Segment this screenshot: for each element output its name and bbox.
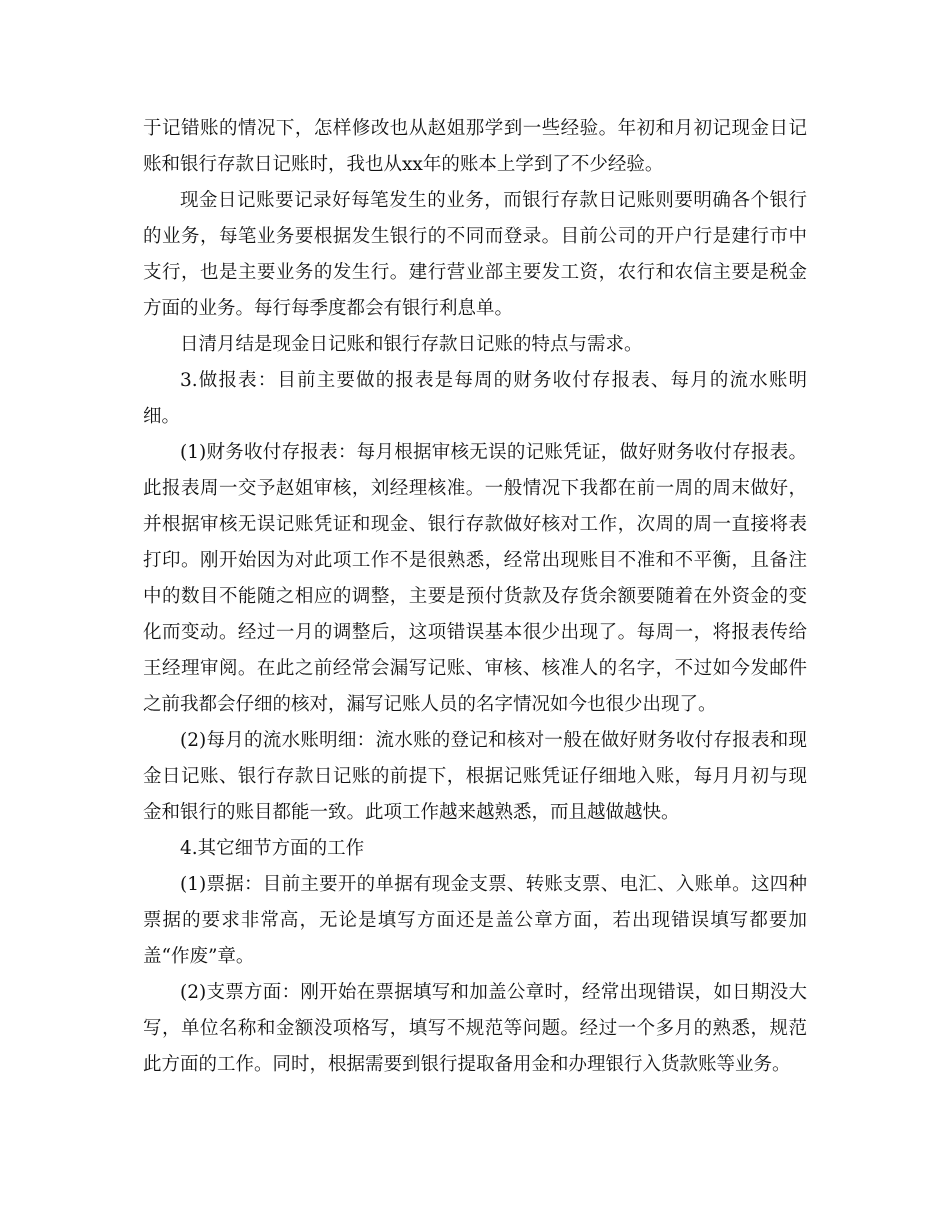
- paragraph-continuation: 于记错账的情况下，怎样修改也从赵姐那学到一些经验。年初和月初记现金日记账和银行存款日记账时，我也从xx年的账本上学到了不少经验。: [143, 118, 807, 175]
- paragraph-monthly-ledger: (2)每月的流水账明细：流水账的登记和核对一般在做好财务收付存报表和现金日记账、银行存款日记账的前提下，根据记账凭证仔细地入账，每月月初与现金和银行的账目都能一致。此项工作越来越熟悉，而且越做越快。: [143, 730, 807, 823]
- paragraph-weekly-report: (1)财务收付存报表：每月根据审核无误的记账凭证，做好财务收付存报表。此报表周一交予赵姐审核，刘经理核准。一般情况下我都在前一周的周末做好，并根据审核无误记账凭证和现金、银行存款做好核对工作，次周的周一直接将表打印。刚开始因为对此项工作不是很熟悉，经常出现账目不准和不平衡，且备注中的数目不能随之相应的调整，主要是预付货款及存货余额要随着在外资金的变化而变动。经过一月的调整后，这项错误基本很少出现了。每周一，将报表传给王经理审阅。在此之前经常会漏写记账、审核、核准人的名字，不过如今发邮件之前我都会仔细的核对，漏写记账人员的名字情况如今也很少出现了。: [143, 442, 807, 715]
- paragraph-cheques: (2)支票方面：刚开始在票据填写和加盖公章时，经常出现错误，如日期没大写，单位名称和金额没项格写，填写不规范等问题。经过一个多月的熟悉，规范此方面的工作。同时，根据需要到银行提取备用金和办理银行入货款账等业务。: [143, 982, 807, 1075]
- paragraph-daily-settlement: 日清月结是现金日记账和银行存款日记账的特点与需求。: [180, 334, 643, 355]
- document-body: [143, 111, 807, 1083]
- paragraph-reports-heading: 3.做报表：目前主要做的报表是每周的财务收付存报表、每月的流水账明细。: [143, 370, 807, 427]
- paragraph-cash-journal: 现金日记账要记录好每笔发生的业务，而银行存款日记账则要明确各个银行的业务，每笔业务要根据发生银行的不同而登录。目前公司的开户行是建行市中支行，也是主要业务的发生行。建行营业部主要发工资，农行和农信主要是税金方面的业务。每行每季度都会有银行利息单。: [143, 190, 807, 319]
- paragraph-bills: (1)票据：目前主要开的单据有现金支票、转账支票、电汇、入账单。这四种票据的要求非常高，无论是填写方面还是盖公章方面，若出现错误填写都要加盖“作废”章。: [143, 874, 807, 967]
- paragraph-other-details-heading: 4.其它细节方面的工作: [180, 838, 365, 859]
